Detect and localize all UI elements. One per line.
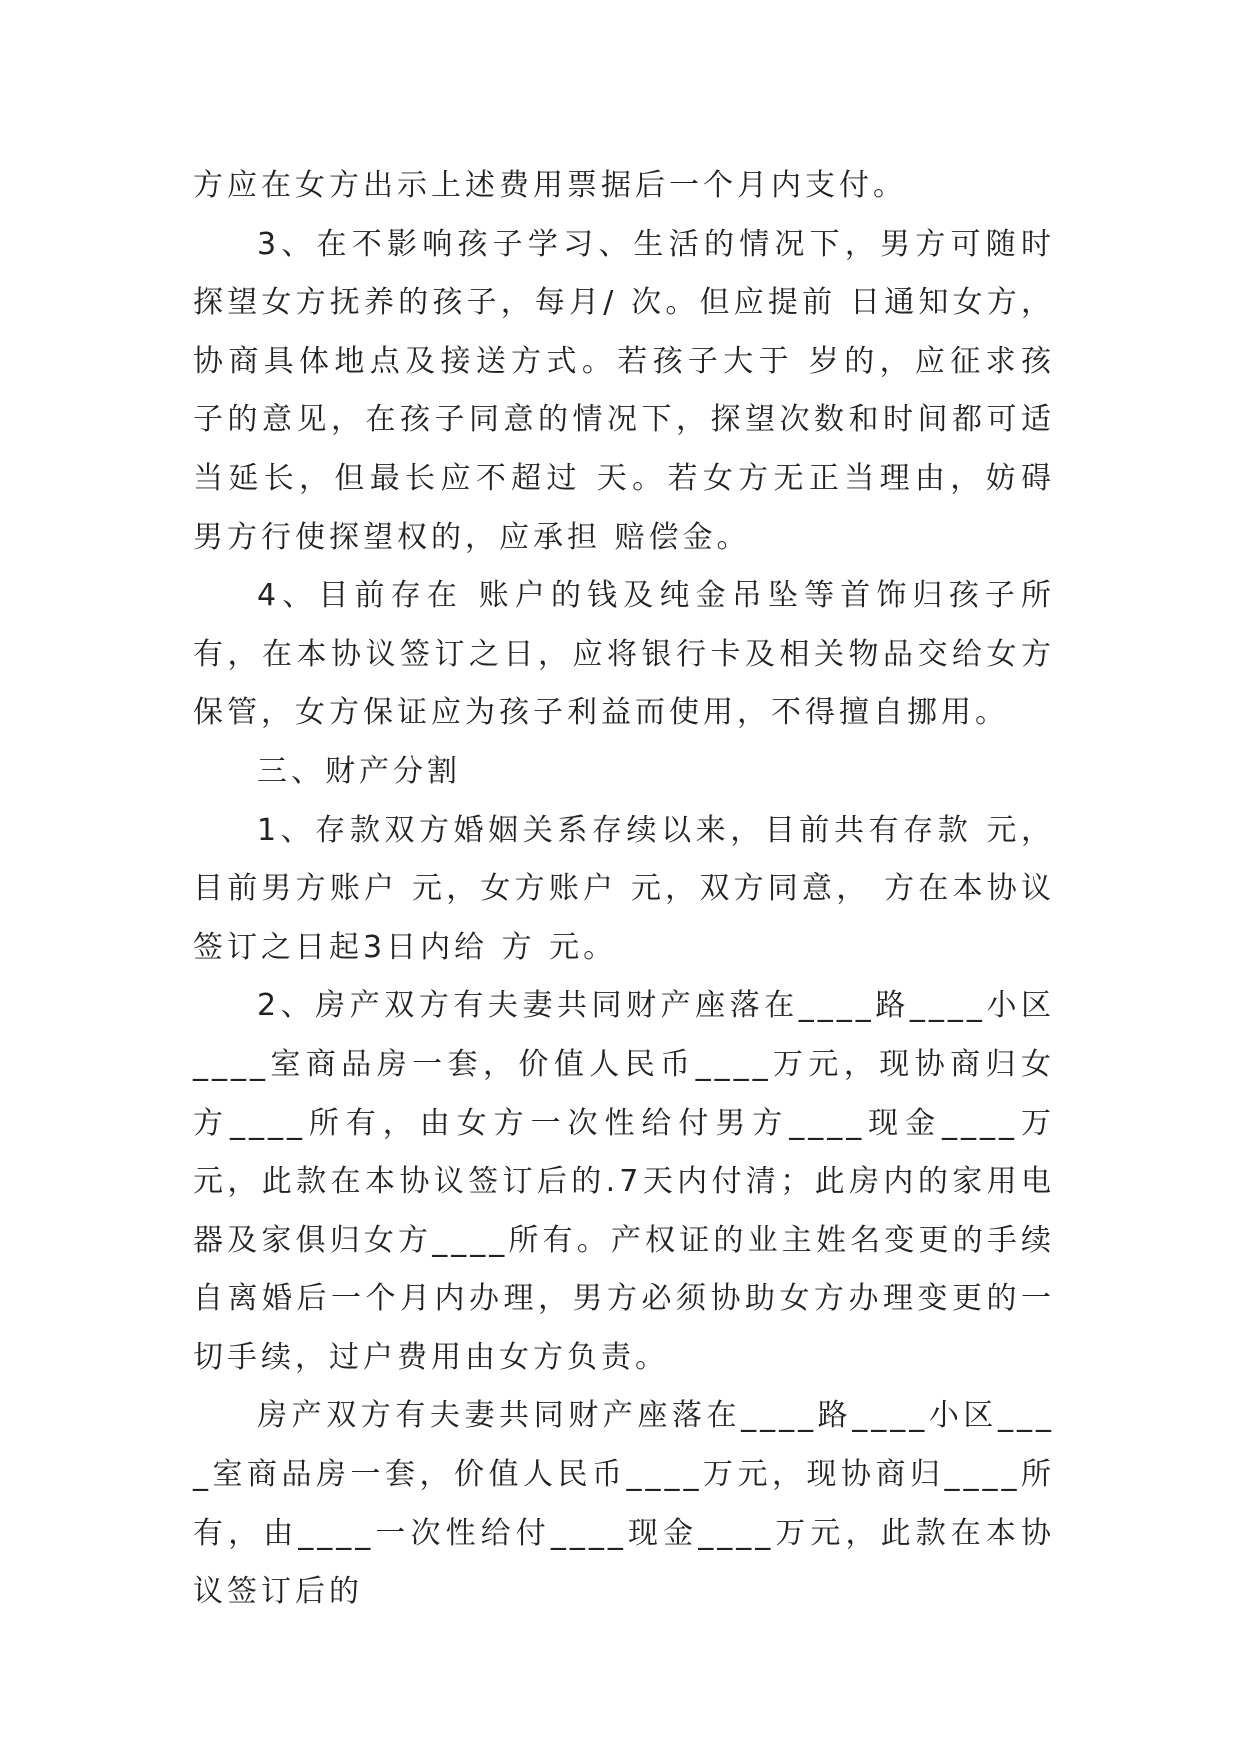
paragraph-continuation: 方应在女方出示上述费用票据后一个月内支付。 xyxy=(193,168,907,203)
section-heading-property-division: 三、财产分割 xyxy=(257,753,461,789)
paragraph-house-property-2: 房产双方有夫妻共同财产座落在____路____小区____室商品房一套，价值人民币____万元，现协商归____所有，由____一次性给付____现金____万元，此款在本协议签订后的 xyxy=(193,1398,1055,1610)
paragraph-house-property-1: 2、房产双方有夫妻共同财产座落在____路____小区____室商品房一套，价值人民币____万元，现协商归女方____所有，由女方一次性给付男方____现金____万元，此款在本协议签订后的.7天内付清；此房内的家用电器及家俱归女方____所有。产权证的业主姓名变更的手续自离婚后一个月内办理，男方必须协助女方办理变更的一切手续，过户费用由女方负责。 xyxy=(193,988,1055,1375)
document-body xyxy=(193,157,1055,1622)
paragraph-deposits: 1、存款双方婚姻关系存续以来，目前共有存款 元，目前男方账户 元，女方账户 元，双方同意， 方在本协议签订之日起3日内给 方 元。 xyxy=(193,812,1055,965)
paragraph-visitation-rights: 3、在不影响孩子学习、生活的情况下，男方可随时探望女方抚养的孩子，每月/ 次。但应提前 日通知女方，协商具体地点及接送方式。若孩子大于 岁的，应征求孩子的意见，在孩子同意的情况下，探望次数和时间都可适当延长，但最长应不超过 天。若女方无正当理由，妨碍男方行使探望权的，应承担 赔偿金。 xyxy=(193,226,1055,555)
paragraph-child-account: 4、目前存在 账户的钱及纯金吊坠等首饰归孩子所有，在本协议签订之日，应将银行卡及相关物品交给女方保管，女方保证应为孩子利益而使用，不得擅自挪用。 xyxy=(193,578,1055,731)
